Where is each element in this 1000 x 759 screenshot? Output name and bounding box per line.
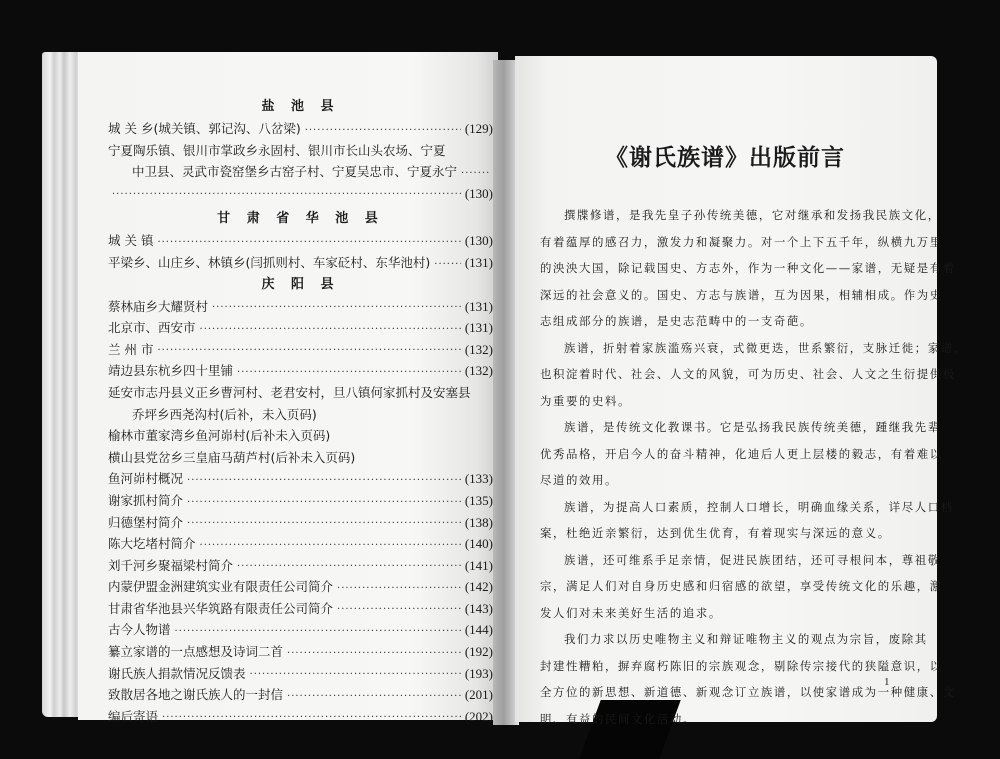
toc-entry-label: 鱼河峁村概况 bbox=[108, 471, 184, 487]
toc-section-heading: 甘 肃 省 华 池 县 bbox=[217, 211, 384, 227]
preface-body bbox=[540, 202, 967, 732]
toc-entry-page: (129) bbox=[464, 121, 493, 136]
toc-entry bbox=[108, 296, 493, 318]
toc-entry-label: 榆林市董家湾乡鱼河峁村(后补未入页码) bbox=[108, 428, 331, 444]
toc-entry-label: 甘肃省华池县兴华筑路有限责任公司简介 bbox=[108, 600, 334, 616]
toc-leader-dots bbox=[157, 234, 460, 252]
toc-entry-page: (142) bbox=[464, 579, 493, 595]
toc-leader-dots bbox=[187, 494, 461, 512]
preface-line: 明、有益的民间文化活动。 bbox=[540, 711, 696, 726]
preface-line: 发人们对未来美好生活的追求。 bbox=[540, 605, 722, 620]
toc-entry-label: 纂立家谱的一点感想及诗词二首 bbox=[108, 644, 284, 660]
preface bbox=[540, 138, 967, 726]
toc-leader-dots bbox=[305, 122, 461, 140]
toc-entry-page: (144) bbox=[464, 622, 493, 638]
toc-entry bbox=[108, 161, 493, 183]
preface-line: 我们力求以历史唯物主义和辩证唯物主义的观点为宗旨，废除其 bbox=[564, 632, 928, 646]
preface-line: 为重要的史料。 bbox=[540, 393, 631, 408]
toc-entry bbox=[108, 183, 493, 205]
toc-leader-dots bbox=[212, 299, 461, 317]
toc-entry bbox=[108, 252, 493, 274]
toc-leader-dots bbox=[162, 709, 461, 727]
preface-line: 尽道的效用。 bbox=[540, 473, 618, 487]
toc-leader-dots bbox=[337, 580, 461, 598]
toc-entry bbox=[108, 684, 493, 706]
toc-entry-page: (133) bbox=[464, 471, 493, 487]
toc-entry-page: (141) bbox=[464, 557, 493, 573]
table-of-contents bbox=[108, 96, 493, 727]
toc-entry-label: 延安市志丹县义正乡曹河村、老君安村，旦八镇何家抓村及安塞县 bbox=[108, 384, 471, 400]
toc-section-heading: 庆 阳 县 bbox=[261, 276, 340, 292]
preface-line: 深远的社会意义的。国史、方志与族谱，互为因果，相辅相成。作为史 bbox=[540, 287, 943, 302]
toc-entry-page: (192) bbox=[464, 644, 493, 660]
toc-entry bbox=[108, 512, 493, 534]
toc-leader-dots bbox=[187, 515, 461, 533]
preface-line: 封建性糟粕，摒弃腐朽陈旧的宗族观念，剔除传宗接代的狭隘意识，以 bbox=[540, 658, 943, 673]
toc-entry bbox=[108, 382, 493, 404]
preface-line: 族谱，还可维系手足亲情，促进民族团结，还可寻根问本，尊祖敬 bbox=[564, 552, 941, 567]
toc-entry-label: 归德堡村简介 bbox=[108, 514, 184, 530]
toc-entry bbox=[108, 663, 493, 685]
page-stack-edge bbox=[42, 52, 82, 717]
toc-entry bbox=[108, 706, 493, 728]
preface-line: 案，杜绝近亲繁衍，达到优生优育，有着现实与深远的意义。 bbox=[540, 526, 891, 540]
toc-entry-label: 靖边县东杭乡四十里铺 bbox=[108, 363, 234, 379]
toc-entry bbox=[108, 140, 493, 162]
toc-entry-page: (131) bbox=[464, 320, 493, 336]
toc-entry-page: (130) bbox=[464, 185, 493, 201]
toc-entry bbox=[108, 425, 493, 447]
toc-entry-label: 乔坪乡西尧沟村(后补，未入页码) bbox=[132, 406, 317, 422]
toc-leader-dots bbox=[250, 666, 461, 684]
toc-leader-dots bbox=[200, 537, 461, 555]
toc-entry bbox=[108, 339, 493, 361]
toc-entry bbox=[108, 576, 493, 598]
toc-entry-label: 中卫县、灵武市瓷窑堡乡古窑子村、宁夏吴忠市、宁夏永宁 bbox=[132, 164, 458, 180]
preface-line: 族谱，为提高人口素质，控制人口增长，明确血缘关系，详尽人口档 bbox=[564, 499, 954, 514]
toc-entry-label: 内蒙伊盟金洲建筑实业有限责任公司简介 bbox=[108, 579, 334, 595]
toc-leader-dots bbox=[200, 321, 461, 339]
toc-entry bbox=[108, 641, 493, 663]
preface-line: 撰牒修谱，是我先皇子孙传统美德，它对继承和发扬我民族文化， bbox=[564, 208, 941, 222]
toc-entry bbox=[108, 555, 493, 577]
toc-leader-dots bbox=[461, 165, 489, 183]
toc-entry-page: (201) bbox=[464, 687, 493, 703]
toc-entry bbox=[108, 230, 493, 252]
toc-entry-label: 兰 州 市 bbox=[108, 341, 154, 357]
page-number: 1 bbox=[884, 676, 890, 688]
toc-leader-dots bbox=[187, 472, 461, 490]
toc-entry-page: (193) bbox=[464, 665, 493, 681]
preface-line: 全方位的新思想、新道德、新观念订立族谱，以使家谱成为一种健康、文 bbox=[540, 685, 956, 699]
toc-leader-dots bbox=[175, 623, 461, 641]
toc-leader-dots bbox=[337, 601, 461, 619]
toc-entry-label: 横山县党岔乡三皇庙马葫芦村(后补未入页码) bbox=[108, 449, 356, 465]
toc-entry-page: (202) bbox=[464, 708, 493, 724]
preface-line: 族谱，是传统文化教课书。它是弘扬我民族传统美德，踵继我先辈 bbox=[564, 420, 941, 434]
preface-line: 族谱，折射着家族滥殇兴衰，式微更迭，世系繁衍，支脉迁徙；家谱， bbox=[564, 340, 967, 355]
preface-line: 优秀品格，开启今人的奋斗精神，化迪后人更上层楼的毅志，有着难以 bbox=[540, 446, 943, 461]
toc-entry-page: (132) bbox=[464, 363, 493, 379]
toc-entry-label: 刘千河乡聚福梁村简介 bbox=[108, 557, 234, 573]
preface-line: 的泱泱大国，除记载国史、方志外，作为一种文化——家谱，无疑是有着 bbox=[540, 261, 956, 275]
toc-leader-dots bbox=[112, 186, 461, 204]
toc-leader-dots bbox=[237, 558, 461, 576]
toc-entry bbox=[108, 468, 493, 490]
toc-entry-label: 城 关 乡(城关镇、郭记沟、八岔梁) bbox=[108, 121, 301, 136]
preface-line: 志组成部分的族谱，是史志范畴中的一支奇葩。 bbox=[540, 314, 813, 328]
toc-section-heading: 盐 池 县 bbox=[261, 99, 340, 114]
toc-entry-label: 古今人物谱 bbox=[108, 622, 171, 638]
toc-entry-page: (143) bbox=[464, 600, 493, 616]
toc-entry bbox=[108, 490, 493, 512]
toc-entry-label: 宁夏陶乐镇、银川市掌政乡永固村、银川市长山头农场、宁夏 bbox=[108, 142, 446, 158]
toc-entry-label: 致散居各地之谢氏族人的一封信 bbox=[108, 687, 284, 703]
preface-title: 《谢氏族谱》出版前言 bbox=[605, 144, 845, 171]
toc-entry bbox=[108, 598, 493, 620]
toc-entry-label: 谢家抓村简介 bbox=[108, 492, 184, 508]
toc-leader-dots bbox=[157, 342, 460, 360]
toc-leader-dots bbox=[287, 688, 461, 706]
toc-entry-page: (132) bbox=[464, 341, 493, 357]
toc-entry-label: 平梁乡、山庄乡、林镇乡(闫抓则村、车家砭村、东华池村) bbox=[108, 254, 431, 270]
toc-leader-dots bbox=[237, 364, 461, 382]
toc-entry-label: 陈大圪堵村简介 bbox=[108, 536, 196, 552]
toc-leader-dots bbox=[434, 256, 461, 274]
toc-entry bbox=[108, 533, 493, 555]
toc-entry bbox=[108, 360, 493, 382]
toc-entry-page: (138) bbox=[464, 514, 493, 530]
toc-entry bbox=[108, 118, 493, 140]
toc-entry-label: 蔡林庙乡大耀贤村 bbox=[108, 298, 209, 314]
preface-line: 宗，满足人们对自身历史感和归宿感的欲望，享受传统文化的乐趣，激 bbox=[540, 579, 943, 593]
preface-line: 也积淀着时代、社会、人文的风貌，可为历史、社会、人文之生衍提供极 bbox=[540, 367, 956, 381]
toc-entry bbox=[108, 317, 493, 339]
toc-entry bbox=[108, 447, 493, 469]
toc-entry-label: 城 关 镇 bbox=[108, 233, 154, 249]
toc-leader-dots bbox=[287, 645, 461, 663]
toc-entry-page: (135) bbox=[464, 492, 493, 508]
toc-entry-label: 谢氏族人捐款情况反馈表 bbox=[108, 665, 246, 681]
toc-entry-label: 编后寄语 bbox=[108, 708, 159, 724]
toc-entry-page: (131) bbox=[464, 298, 493, 314]
preface-line: 有着蕴厚的感召力，激发力和凝聚力。对一个上下五千年，纵横九万里 bbox=[540, 234, 943, 249]
toc-entry bbox=[108, 404, 493, 426]
toc-entry bbox=[108, 619, 493, 641]
toc-entry-page: (140) bbox=[464, 536, 493, 552]
toc-entry-label: 北京市、西安市 bbox=[108, 320, 196, 336]
toc-entry-page: (130) bbox=[464, 233, 493, 249]
toc-entry-page: (131) bbox=[464, 254, 493, 270]
